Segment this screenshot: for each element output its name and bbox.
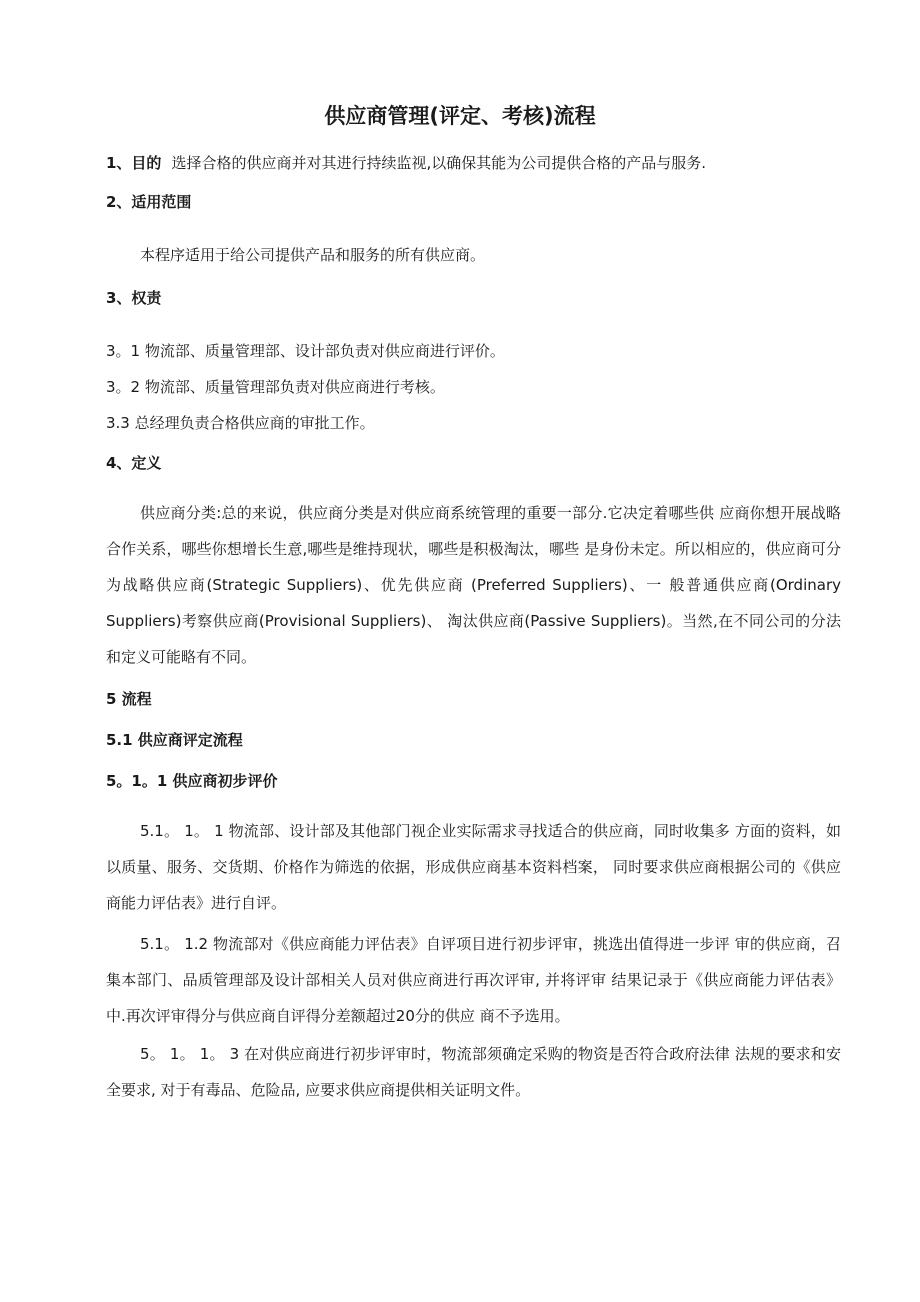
purpose-line: [106, 152, 706, 173]
definition-paragraph: 供应商分类:总的来说，供应商分类是对供应商系统管理的重要一部分.它决定着哪些供 应商你想开展战略合作关系，哪些你想增长生意,哪些是维持现状，哪些是积极淘汰，哪些 是身份未定。所以相应的，供应商可分为战略供应商(Strategic Suppliers)、优先供应商 (Preferred Suppliers)、一 般普通供应商(Ordinary Suppliers)考察供应商(Provisional Suppliers)、 淘汰供应商(Passive Suppliers)。当然,在不同公司的分法和定义可能略有不同。: [106, 504, 841, 666]
process-paragraph: 5.1。 1.2 物流部对《供应商能力评估表》自评项目进行初步评审，挑选出值得进一步评 审的供应商，召集本部门、品质管理部及设计部相关人员对供应商进行再次评审, 并将评审 结果记录于《供应商能力评估表》中.再次评审得分与供应商自评得分差额超过20分的供应 商不予选用。: [106, 935, 841, 1025]
purpose-text: 选择合格的供应商并对其进行持续监视,以确保其能为公司提供合格的产品与服务.: [171, 154, 706, 172]
scope-heading: 2、适用范围: [106, 193, 192, 211]
responsibility-item: 3.3 总经理负责合格供应商的审批工作。: [106, 414, 375, 432]
responsibility-item: 3。1 物流部、质量管理部、设计部负责对供应商进行评价。: [106, 342, 505, 360]
process-paragraph: 5.1。 1。 1 物流部、设计部及其他部门视企业实际需求寻找适合的供应商，同时收集多 方面的资料，如以质量、服务、交货期、价格作为筛选的依据，形成供应商基本资料档案， 同时要求供应商根据公司的《供应商能力评估表》进行自评。: [106, 822, 841, 912]
document-title: 供应商管理(评定、考核)流程: [324, 104, 596, 128]
scope-text: 本程序适用于给公司提供产品和服务的所有供应商。: [140, 246, 486, 264]
responsibility-item: 3。2 物流部、质量管理部负责对供应商进行考核。: [106, 378, 445, 396]
process-heading: 5 流程: [106, 690, 152, 708]
responsibilities-heading: 3、权责: [106, 289, 162, 307]
definition-heading: 4、定义: [106, 454, 162, 472]
purpose-label: 1、目的: [106, 154, 162, 172]
process-subsubheading: 5。1。1 供应商初步评价: [106, 772, 278, 790]
process-paragraph: 5。 1。 1。 3 在对供应商进行初步评审时，物流部须确定采购的物资是否符合政府法律 法规的要求和安全要求, 对于有毒品、危险品, 应要求供应商提供相关证明文件。: [106, 1045, 841, 1099]
process-subheading: 5.1 供应商评定流程: [106, 731, 243, 749]
